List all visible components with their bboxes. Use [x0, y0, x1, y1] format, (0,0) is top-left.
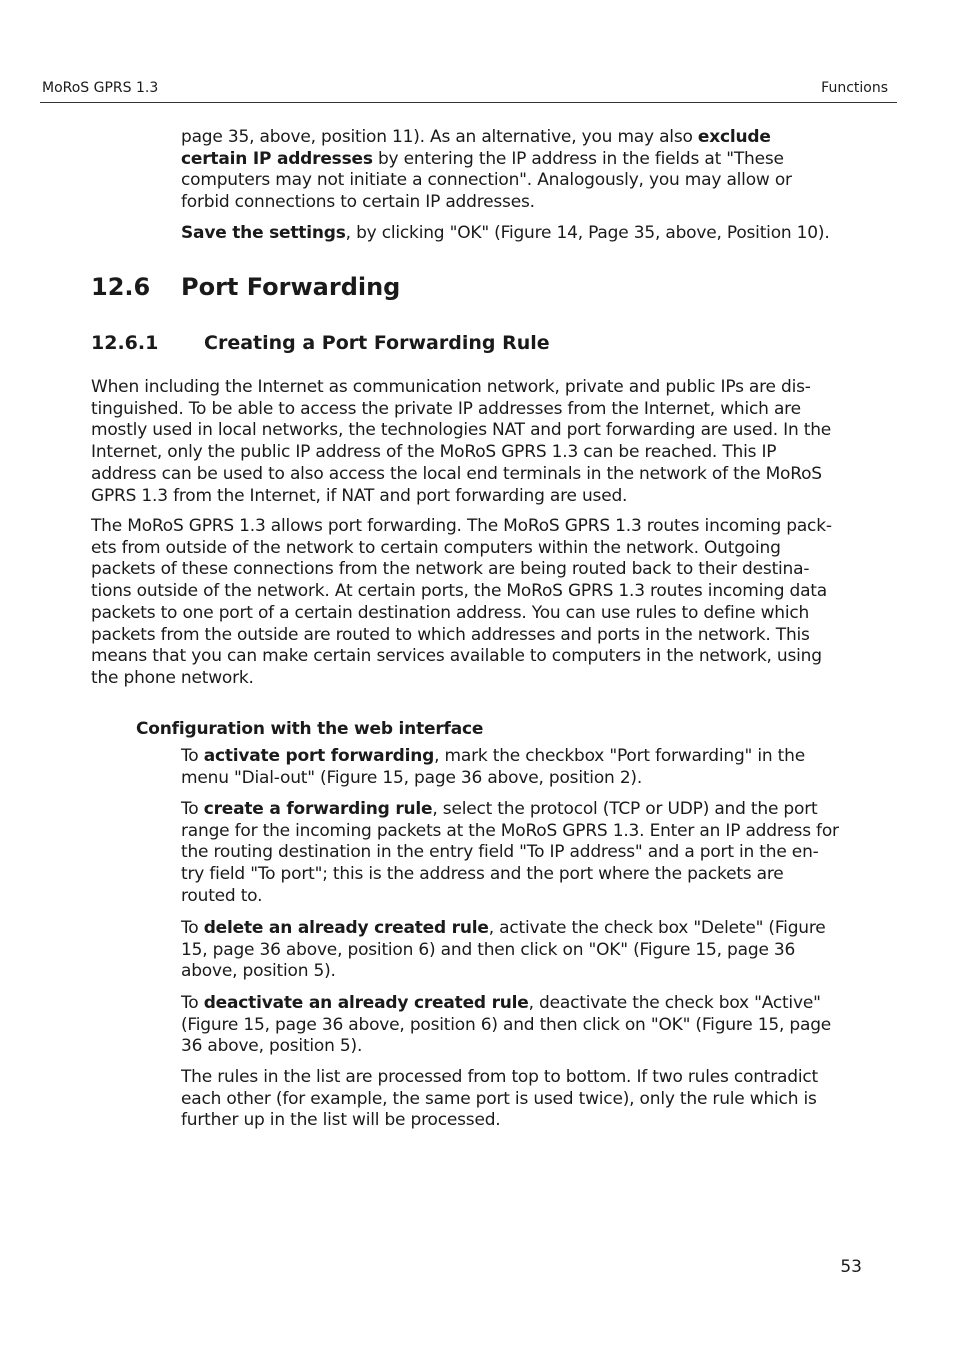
intro-bold: exclude certain IP addresses: [181, 127, 771, 169]
config-p2-bold: create a forwarding rule: [203, 799, 433, 819]
config-p1-bold: activate port forwarding: [203, 746, 435, 766]
body-paragraph-2: The MoRoS GPRS 1.3 allows port forwarding. The MoRoS GPRS 1.3 routes incoming pack-ets from outside of the network to certain computers within the network. Outgoing packets of these connections from the network are being routed back to their destina-tions outside of the network. At certain ports, the MoRoS GPRS 1.3 routes incoming data packets to one port of a certain destination address. You can use rules to define which packets from the outside are routed to which addresses and ports in the network. This means that you can make certain services available to computers in the network, using the phone network.: [91, 516, 832, 688]
running-header-right: Functions: [821, 80, 888, 96]
config-paragraph-activate: [181, 746, 841, 789]
section-heading: [91, 273, 400, 301]
page-number: 53: [840, 1257, 862, 1277]
config-paragraph-delete: [181, 918, 841, 983]
config-paragraph-deactivate: [181, 993, 841, 1058]
config-p4-a: To: [181, 993, 204, 1013]
config-p3-c: , activate the check box "Delete" (Figure 15, page 36 above, position 6) and then click on "OK" (Figure 15, page 36 above, position 5).: [181, 918, 826, 982]
save-paragraph: [181, 223, 841, 245]
running-header-left: MoRoS GPRS 1.3: [42, 80, 159, 96]
config-p4-c: , deactivate the check box "Active" (Figure 15, page 36 above, position 6) and then click on "OK" (Figure 15, page 36 above, position 5).: [181, 993, 832, 1057]
save-bold: Save the settings: [181, 223, 346, 243]
config-paragraph-order: The rules in the list are processed from top to bottom. If two rules contradict each other (for example, the same port is used twice), only the rule which is further up in the list will be processed.: [181, 1067, 818, 1131]
config-p2-a: To: [181, 799, 204, 819]
subsection-heading: [91, 332, 550, 354]
intro-text-a: page 35, above, position 11). As an alternative, you may also: [181, 127, 698, 147]
config-p1-c: , mark the checkbox "Port forwarding" in the menu "Dial-out" (Figure 15, page 36 above, position 2).: [181, 746, 805, 788]
config-p4-bold: deactivate an already created rule: [203, 993, 529, 1013]
config-p1-a: To: [181, 746, 204, 766]
section-title: Port Forwarding: [181, 273, 401, 301]
config-p3-bold: delete an already created rule: [203, 918, 489, 938]
section-number: 12.6: [91, 273, 151, 301]
intro-paragraph: [181, 127, 841, 214]
save-text: , by clicking "OK" (Figure 14, Page 35, above, Position 10).: [345, 223, 830, 243]
config-p2-c: , select the protocol (TCP or UDP) and the port range for the incoming packets at the MoRoS GPRS 1.3. Enter an IP address for the routing destination in the entry field "To IP address" and a port in the en-try field "To port"; this is the address and the port where the packets are routed to.: [181, 799, 839, 906]
subsection-title: Creating a Port Forwarding Rule: [204, 332, 550, 354]
config-p3-a: To: [181, 918, 204, 938]
subsection-number: 12.6.1: [91, 332, 159, 354]
config-paragraph-create: [181, 799, 841, 908]
intro-text-c: by entering the IP address in the fields at "These computers may not initiate a connection". Analogously, you may allow or forbid connections to certain IP addresses.: [181, 148, 792, 213]
config-heading: Configuration with the web interface: [136, 719, 484, 739]
body-paragraph-1: When including the Internet as communication network, private and public IPs are dis-tinguished. To be able to access the private IP addresses from the Internet, which are mostly used in local networks, the technologies NAT and port forwarding are used. In the Internet, only the public IP address of the MoRoS GPRS 1.3 can be reached. This IP address can be used to also access the local end terminals in the network of the MoRoS GPRS 1.3 from the Internet, if NAT and port forwarding are used.: [91, 377, 832, 506]
header-rule: [40, 102, 897, 103]
